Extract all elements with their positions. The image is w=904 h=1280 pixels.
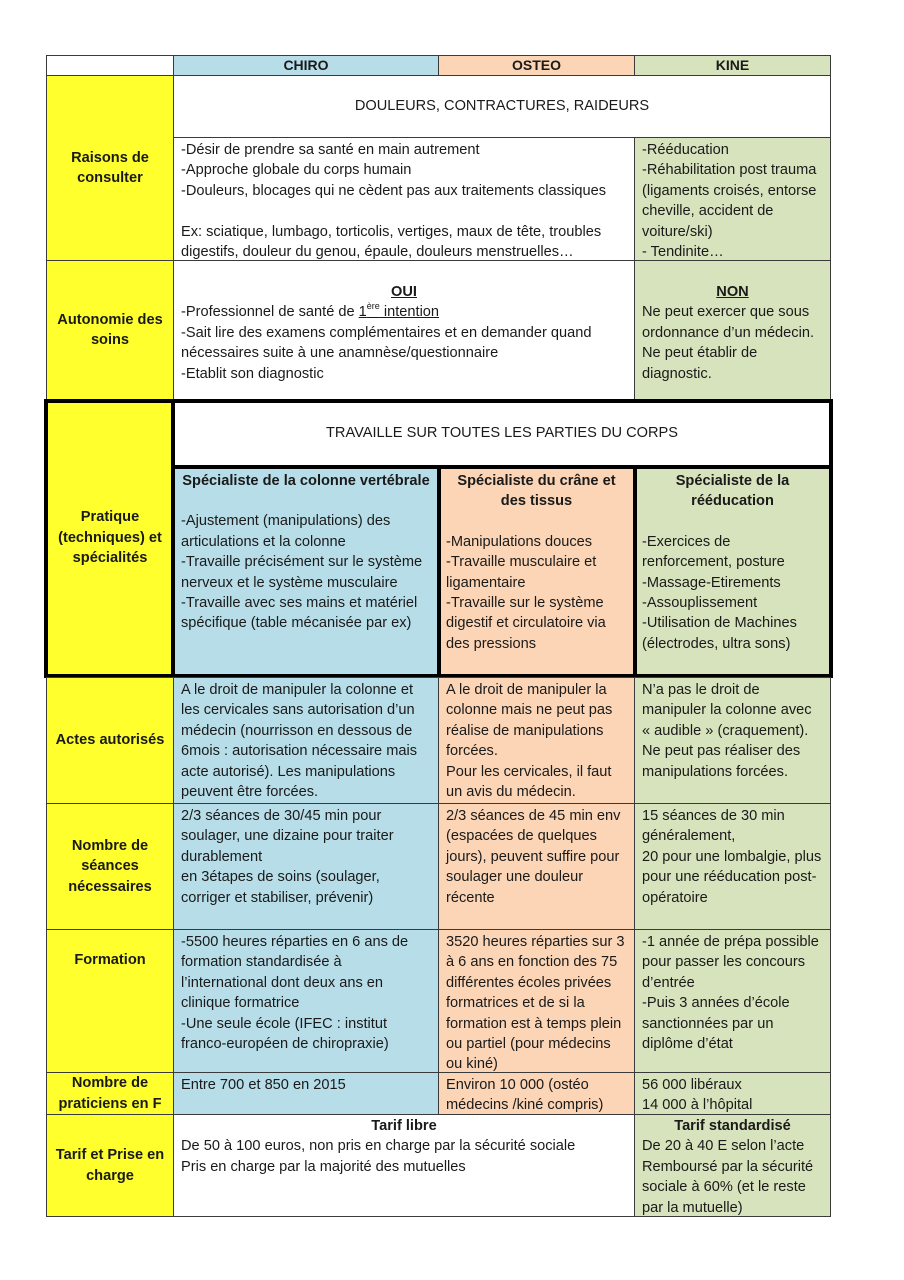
pratique-common-text: TRAVAILLE SUR TOUTES LES PARTIES DU CORPS xyxy=(326,424,678,441)
autonomie-oui-rest: -Sait lire des examens complémentaires et en demander quand nécessaires suite à une anamnèse/questionnaire -Etablit son diagnostic xyxy=(181,324,592,382)
row-label-praticiens xyxy=(46,1072,174,1115)
tarif-libre-text: De 50 à 100 euros, non pris en charge par la sécurité sociale Pris en charge par la majorité des mutuelles xyxy=(181,1138,576,1175)
line1-suffix: intention xyxy=(379,304,440,321)
row-label-tarif xyxy=(46,1114,174,1217)
formation-osteo-cell: 3520 heures réparties sur 3 à 6 ans en fonction des 75 différentes écoles privées formatrices et de si la formation est à temps plein ou partiel (pour médecins ou kiné) xyxy=(438,929,635,1073)
actes-osteo-cell: A le droit de manipuler la colonne mais ne peut pas réalise de manipulations forcées. Pour les cervicales, il faut un avis du médecin. xyxy=(438,677,635,804)
autonomie-non-text: Ne peut exercer que sous ordonnance d’un médecin. Ne peut établir de diagnostic. xyxy=(642,304,815,382)
raisons-kine-cell: -Rééducation -Réhabilitation post trauma (ligaments croisés, entorse cheville, accident de voiture/ski) - Tendinite… xyxy=(634,137,831,261)
row-label-text: Tarif et Prise en charge xyxy=(55,1147,165,1184)
row-label-text: Formation xyxy=(74,952,146,968)
row-label-text: Nombre de séances nécessaires xyxy=(68,837,152,895)
actes-chiro-cell: A le droit de manipuler la colonne et les cervicales sans autorisation d’un médecin (nourrisson en dessous de 6mois : autorisation nécessaire mais acte autorisé). Les manipulations peuvent être forcées. xyxy=(173,677,439,804)
praticiens-chiro-cell: Entre 700 et 850 en 2015 xyxy=(173,1072,439,1115)
line1-intention xyxy=(358,301,440,321)
pratique-kine-cell xyxy=(634,466,831,677)
header-kine: KINE xyxy=(634,55,831,76)
actes-kine-cell: N’a pas le droit de manipuler la colonne avec « audible » (craquement). Ne peut pas réaliser des manipulations forcées. xyxy=(634,677,831,804)
autonomie-non-cell xyxy=(634,260,831,400)
line1-prefix: -Professionnel de santé de xyxy=(181,304,359,321)
raisons-common-text: DOULEURS, CONTRACTURES, RAIDEURS xyxy=(354,98,650,115)
autonomie-oui-cell xyxy=(173,260,635,400)
raisons-chiro-osteo-cell: -Désir de prendre sa santé en main autrement -Approche globale du corps humain -Douleurs, blocages qui ne cèdent pas aux traitements classiques Ex: sciatique, lumbago, torticolis, vertiges, maux de tête, troubles digestifs, douleur du genou, épaule, douleurs menstruelles… xyxy=(173,137,635,261)
pratique-kine-text: -Exercices de renforcement, posture -Massage-Etirements -Assouplissement -Utilisation de Machines (électrodes, ultra sons) xyxy=(642,533,797,652)
row-label-text: Actes autorisés xyxy=(55,732,165,749)
header-chiro: CHIRO xyxy=(173,55,439,76)
header-osteo: OSTEO xyxy=(438,55,635,76)
tarif-std-text: De 20 à 40 E selon l’acte Remboursé par la sécurité sociale à 60% (et le reste par la mutuelle) xyxy=(642,1138,814,1216)
pratique-chiro-cell xyxy=(173,466,439,677)
pratique-kine-title: Spécialiste de la rééducation xyxy=(675,473,790,510)
row-label-text: Pratique (techniques) et spécialités xyxy=(58,509,162,567)
formation-chiro-cell: -5500 heures réparties en 6 ans de formation standardisée à l’international dont deux ans en clinique formatrice -Une seule école (IFEC : institut franco-européen de chiropraxie) xyxy=(173,929,439,1073)
praticiens-kine-cell: 56 000 libéraux 14 000 à l’hôpital xyxy=(634,1072,831,1115)
raisons-common-cell xyxy=(173,75,831,138)
row-label-pratique xyxy=(46,399,174,677)
autonomie-oui-line1 xyxy=(181,302,627,322)
line1-sup: ère xyxy=(366,301,380,312)
row-label-text: Autonomie des soins xyxy=(57,311,163,348)
row-label-seances xyxy=(46,803,174,930)
pratique-osteo-title: Spécialiste du crâne et des tissus xyxy=(457,473,616,510)
row-label-autonomie xyxy=(46,260,174,400)
autonomie-oui-title: OUI xyxy=(391,284,417,300)
header-empty-cell xyxy=(46,55,174,76)
line1-num: 1 xyxy=(358,304,367,321)
pratique-common-cell xyxy=(173,399,831,467)
formation-kine-cell: -1 année de prépa possible pour passer les concours d’entrée -Puis 3 années d’école sanctionnées par un diplôme d’état xyxy=(634,929,831,1073)
praticiens-osteo-cell: Environ 10 000 (ostéo médecins /kiné compris) xyxy=(438,1072,635,1115)
tarif-std-title: Tarif standardisé xyxy=(674,1118,791,1134)
tarif-std-cell xyxy=(634,1114,831,1217)
pratique-chiro-title: Spécialiste de la colonne vertébrale xyxy=(182,473,430,489)
seances-chiro-cell: 2/3 séances de 30/45 min pour soulager, une dizaine pour traiter durablement en 3étapes de soins (soulager, corriger et stabiliser, prévenir) xyxy=(173,803,439,930)
pratique-chiro-text: -Ajustement (manipulations) des articulations et la colonne -Travaille précisément sur le système nerveux et le système musculaire -Travaille avec ses mains et matériel spécifique (table mécanisée par ex) xyxy=(181,513,423,632)
row-label-formation xyxy=(46,929,174,1073)
row-label-text: Raisons de consulter xyxy=(71,149,149,186)
row-label-raisons xyxy=(46,75,174,261)
pratique-osteo-text: -Manipulations douces -Travaille musculaire et ligamentaire -Travaille sur le système digestif et circulatoire via des pressions xyxy=(446,533,606,652)
row-label-actes xyxy=(46,677,174,804)
seances-osteo-cell: 2/3 séances de 45 min env (espacées de quelques jours), peuvent suffire pour soulager une douleur récente xyxy=(438,803,635,930)
autonomie-non-title: NON xyxy=(716,284,749,300)
row-label-text: Nombre de praticiens en F xyxy=(58,1075,162,1112)
tarif-libre-cell xyxy=(173,1114,635,1217)
tarif-libre-title: Tarif libre xyxy=(371,1118,437,1134)
pratique-osteo-cell xyxy=(438,466,635,677)
seances-kine-cell: 15 séances de 30 min généralement, 20 pour une lombalgie, plus pour une rééducation post-opératoire xyxy=(634,803,831,930)
